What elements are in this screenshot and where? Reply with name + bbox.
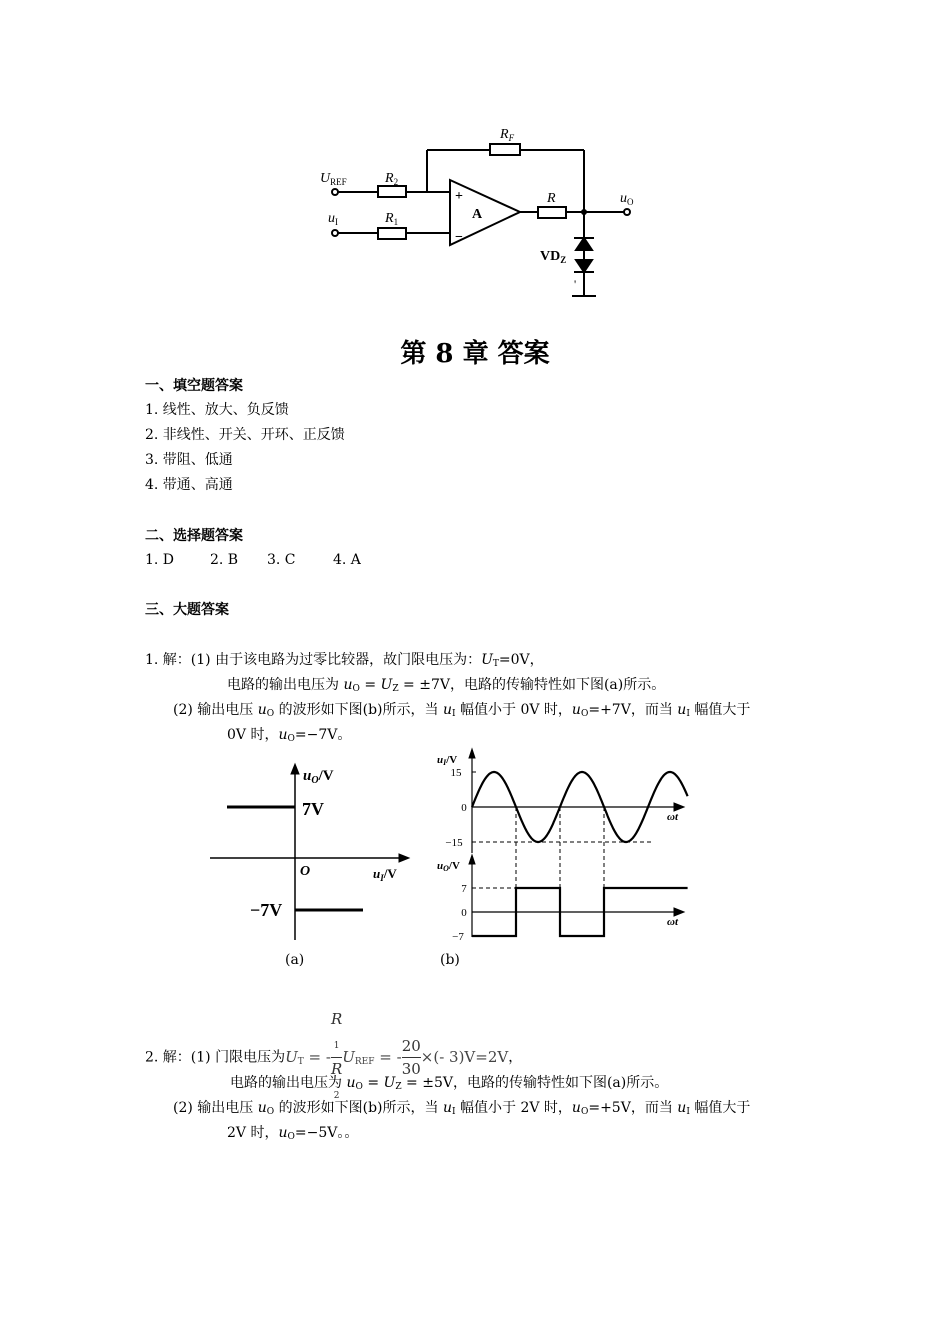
problem2-line2: 电路的输出电压为 $u_O = U_Z = \pm 5V$，电路的传输特性如下图(a)所示。 — [230, 1075, 669, 1092]
choice-answer-2: 2. B — [210, 552, 239, 568]
problem1-line4: 0V 时，$u_O=-7V$。 — [227, 727, 352, 744]
fig-b-top-xlabel: ωt — [667, 811, 679, 823]
label-r2: $R_2$ — [385, 171, 399, 187]
label-plus: + — [455, 189, 463, 204]
fig-b-tick-neg15: −15 — [445, 837, 463, 849]
choice-answer-1: 1. D — [145, 552, 175, 568]
choice-answer-3: 3. C — [267, 552, 296, 568]
label-r: R — [547, 191, 556, 206]
fig-a-ylabel: $u_O/V$ — [303, 768, 334, 786]
fig-b-tick-15: 15 — [450, 767, 462, 779]
fig-b-tick-7: 7 — [461, 883, 467, 895]
fig-b-top-ylabel: uI/V — [437, 754, 458, 767]
fig-a-low-label: −7V — [250, 900, 283, 920]
fig-b-tick-0-bot: 0 — [461, 907, 467, 919]
resistor-r1 — [378, 228, 406, 239]
label-rf: $R_F$ — [500, 127, 515, 143]
page-title: 第 8 章 答案 — [400, 339, 550, 369]
label-uo: $u_O$ — [620, 191, 634, 207]
resistor-rf — [490, 144, 520, 155]
fill-blank-answer-4: 4. 带通、高通 — [145, 477, 233, 493]
label-dot: ' — [574, 277, 577, 291]
fig-b-tick-neg7: −7 — [452, 931, 464, 943]
problem1-line2: 电路的输出电压为 $u_O = U_Z = \pm 7V$，电路的传输特性如下图(a)所示。 — [227, 677, 666, 694]
resistor-r — [538, 207, 566, 218]
problem2-line1: 2. 解：(1) 门限电压为$U_T$ = - R $_1$ R $_2$ $U_{REF}$ = - $\frac{20}{30}$ ×(- 3)V=2V， — [145, 1010, 523, 1101]
resistor-r2 — [378, 186, 406, 197]
section-problems-heading: 三、大题答案 — [145, 602, 229, 618]
label-minus: − — [455, 230, 463, 245]
fig-a-high-label: 7V — [302, 799, 324, 819]
fig-a-xlabel: $u_I/V$ — [373, 866, 397, 883]
fig-b-bot-xlabel: ωt — [667, 916, 679, 928]
figure-a-transfer-characteristic — [205, 760, 420, 950]
label-vdz: $VD_Z$ — [540, 249, 567, 265]
figure-b-waveforms — [432, 745, 692, 950]
section-choice-heading: 二、选择题答案 — [145, 528, 243, 544]
fig-a-origin: O — [300, 864, 311, 879]
fill-blank-answer-3: 3. 带阻、低通 — [145, 452, 233, 468]
figure-a-caption: (a) — [285, 952, 305, 968]
label-amp: A — [472, 207, 483, 222]
section-fill-blank-heading: 一、填空题答案 — [145, 378, 243, 394]
problem1-line3: (2) 输出电压 $u_O$ 的波形如下图(b)所示，当 $u_I$ 幅值小于 0V 时，$u_O=+7V$，而当 $u_I$ 幅值大于 — [173, 702, 751, 719]
threshold-formula: $U_T$ = - R $_1$ R $_2$ $U_{REF}$ = - $\frac{20}{30}$ ×(- 3)V=2V — [285, 1010, 509, 1101]
label-ui: $u_I$ — [328, 211, 338, 227]
fill-blank-answer-2: 2. 非线性、开关、开环、正反馈 — [145, 427, 345, 443]
problem1-line1: 1. 解：(1) 由于该电路为过零比较器，故门限电压为：$U_T=0V$， — [145, 652, 544, 669]
problem2-line3: (2) 输出电压 $u_O$ 的波形如下图(b)所示，当 $u_I$ 幅值小于 2V 时，$u_O=+5V$，而当 $u_I$ 幅值大于 — [173, 1100, 751, 1117]
choice-answer-4: 4. A — [333, 552, 361, 568]
label-r1: $R_1$ — [385, 211, 399, 227]
problem2-line4: 2V 时，$u_O=-5V$。。 — [227, 1125, 359, 1142]
fig-b-bot-ylabel: uO/V — [437, 860, 460, 873]
figure-b-caption: (b) — [440, 952, 460, 968]
fig-b-tick-0-top: 0 — [461, 802, 467, 814]
comparator-circuit-diagram — [310, 120, 650, 305]
fill-blank-answer-1: 1. 线性、放大、负反馈 — [145, 402, 289, 418]
label-uref: $U_{REF}$ — [320, 171, 347, 187]
